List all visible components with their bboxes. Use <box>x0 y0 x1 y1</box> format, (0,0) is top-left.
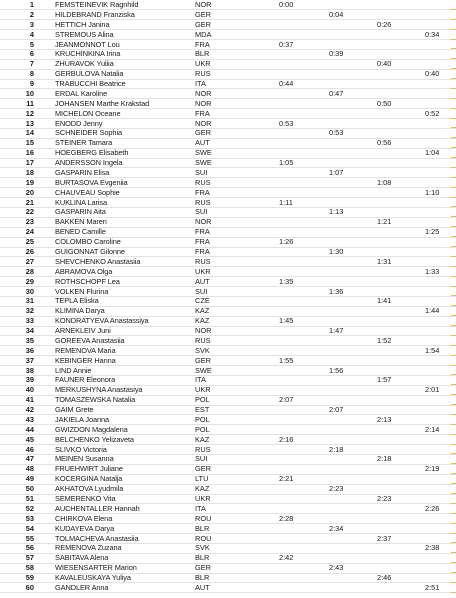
time-column-2: 2:23 <box>329 484 344 494</box>
time-column-4: 0:52 <box>425 108 440 118</box>
athlete-name: STREMOUS Alina <box>55 29 114 39</box>
athlete-name: FRUEHWIRT Juliane <box>55 464 123 474</box>
nation-code: GER <box>195 464 212 474</box>
nation-code: SWE <box>195 148 212 158</box>
nation-code: SVK <box>195 543 210 553</box>
athlete-name: MEINEN Susanna <box>55 454 114 464</box>
time-column-4: 1:44 <box>425 306 440 316</box>
rank-number: 50 <box>25 484 34 494</box>
nation-code: NOR <box>195 217 212 227</box>
rank-number: 24 <box>25 227 34 237</box>
athlete-name: CHAUVEAU Sophie <box>55 187 120 197</box>
athlete-name: ANDERSSON Ingela <box>55 158 123 168</box>
time-column-3: 0:50 <box>377 98 392 108</box>
nation-code: UKR <box>195 59 211 69</box>
time-column-3: 1:08 <box>377 177 392 187</box>
nation-code: GER <box>195 355 212 365</box>
rank-number: 26 <box>25 247 34 256</box>
time-column-1: 1:11 <box>279 197 293 207</box>
athlete-name: GASPARIN Elisa <box>55 167 110 177</box>
time-column-4: 0:34 <box>425 29 440 39</box>
nation-code: RUS <box>195 69 211 79</box>
rank-number: 53 <box>25 513 34 523</box>
nation-code: MDA <box>195 29 212 39</box>
athlete-name: GANDLER Anna <box>55 582 109 592</box>
nation-code: SUI <box>195 286 208 296</box>
rank-number: 7 <box>29 59 34 69</box>
athlete-name: FAUNER Eleonora <box>55 375 116 385</box>
rank-number: 10 <box>25 88 34 98</box>
athlete-name: GWIZDON Magdalena <box>55 424 128 434</box>
rank-number: 55 <box>25 533 34 543</box>
rank-number: 28 <box>25 266 34 276</box>
athlete-name: KUKLINA Larisa <box>55 197 108 207</box>
athlete-name: KAVALEUSKAYA Yuliya <box>55 573 131 583</box>
athlete-name: TOLMACHEVA Anastasiia <box>55 533 139 543</box>
athlete-name: TOMASZEWSKA Natalia <box>55 395 136 405</box>
time-column-4: 1:04 <box>425 148 440 158</box>
time-column-3: 2:23 <box>377 494 392 503</box>
nation-code: BLR <box>195 553 210 563</box>
rank-number: 5 <box>29 39 34 49</box>
athlete-name: SCHNEIDER Sophia <box>55 128 122 138</box>
time-column-4: 2:26 <box>425 503 440 513</box>
nation-code: ITA <box>195 375 206 385</box>
time-column-2: 2:34 <box>329 523 344 533</box>
rank-number: 11 <box>26 98 34 108</box>
nation-code: EST <box>195 405 210 415</box>
rank-number: 46 <box>25 444 34 454</box>
time-column-1: 2:28 <box>279 513 294 523</box>
nation-code: RUS <box>195 335 211 345</box>
time-column-2: 1:30 <box>329 247 344 256</box>
nation-code: SWE <box>195 158 212 168</box>
athlete-name: BENED Camille <box>55 227 106 237</box>
athlete-name: GERBULOVA Natalia <box>55 69 124 79</box>
rank-number: 8 <box>29 69 34 79</box>
athlete-name: KLIMINA Darya <box>55 306 105 316</box>
nation-code: NOR <box>195 98 212 108</box>
nation-code: NOR <box>195 326 212 336</box>
rank-number: 25 <box>25 237 34 247</box>
time-column-1: 1:05 <box>279 158 294 168</box>
rank-number: 6 <box>29 49 34 59</box>
rank-number: 52 <box>25 503 34 513</box>
nation-code: KAZ <box>195 434 210 444</box>
time-column-1: 0:53 <box>279 118 294 128</box>
nation-code: POL <box>195 414 210 424</box>
nation-code: FRA <box>195 237 210 247</box>
athlete-name: KRUCHINKINA Irina <box>55 49 121 59</box>
time-column-1: 0:00 <box>279 0 294 9</box>
athlete-name: SABITAVA Alena <box>55 553 109 563</box>
nation-code: NOR <box>195 88 212 98</box>
time-column-1: 1:45 <box>279 316 294 326</box>
nation-code: BLR <box>195 573 210 583</box>
nation-code: UKR <box>195 494 211 503</box>
rank-number: 15 <box>25 138 34 148</box>
nation-code: ROU <box>195 533 212 543</box>
athlete-name: SLIVKO Victoria <box>55 444 107 454</box>
nation-code: FRA <box>195 108 210 118</box>
time-column-3: 0:56 <box>377 138 392 148</box>
time-column-4: 1:54 <box>425 345 440 355</box>
time-column-2: 1:07 <box>329 167 344 177</box>
rank-number: 60 <box>25 582 34 592</box>
athlete-name: LIND Annie <box>55 365 92 375</box>
time-column-2: 2:18 <box>329 444 344 454</box>
athlete-name: STEINER Tamara <box>55 138 113 148</box>
rank-number: 59 <box>25 573 34 583</box>
rank-number: 44 <box>25 424 34 434</box>
athlete-name: SHEVCHENKO Anastasiia <box>55 256 141 266</box>
nation-code: SUI <box>195 167 208 177</box>
athlete-name: SEMERENKO Vita <box>55 494 116 503</box>
nation-code: GER <box>195 19 212 29</box>
rank-number: 13 <box>25 118 34 128</box>
athlete-name: WIESENSARTER Marion <box>55 563 137 573</box>
nation-code: SUI <box>195 454 208 464</box>
rank-number: 19 <box>25 177 34 187</box>
time-column-2: 1:47 <box>329 326 344 336</box>
athlete-name: KONDRATYEVA Anastassiya <box>55 316 149 326</box>
time-column-2: 0:47 <box>329 88 344 98</box>
row-divider <box>0 592 456 593</box>
athlete-name: HOEGBERG Elisabeth <box>55 148 129 158</box>
time-column-1: 2:07 <box>279 395 294 405</box>
athlete-name: JEANMONNOT Lou <box>55 39 120 49</box>
rank-number: 45 <box>25 434 34 444</box>
time-column-1: 2:21 <box>279 474 294 484</box>
athlete-name: KUDAYEVA Darya <box>55 523 115 533</box>
rank-number: 33 <box>25 316 34 326</box>
time-column-1: 0:44 <box>279 79 294 89</box>
time-column-2: 1:56 <box>329 365 344 375</box>
nation-code: ITA <box>195 503 206 513</box>
time-column-1: 2:42 <box>279 553 294 563</box>
rank-number: 37 <box>25 355 34 365</box>
rank-number: 56 <box>25 543 34 553</box>
nation-code: RUS <box>195 256 211 266</box>
time-column-1: 1:35 <box>279 276 294 286</box>
athlete-name: COLOMBO Caroline <box>55 237 121 247</box>
nation-code: AUT <box>195 276 210 286</box>
rank-number: 16 <box>25 148 34 158</box>
time-column-4: 1:25 <box>425 227 440 237</box>
rank-number: 39 <box>25 375 34 385</box>
time-column-3: 1:21 <box>377 217 392 227</box>
nation-code: FRA <box>195 39 210 49</box>
athlete-name: MICHELON Oceane <box>55 108 121 118</box>
rank-number: 12 <box>25 108 34 118</box>
time-column-2: 1:13 <box>329 207 344 217</box>
athlete-name: GASPARIN Aita <box>55 207 106 217</box>
athlete-name: GOREEVA Anastasiia <box>55 335 125 345</box>
nation-code: POL <box>195 395 210 405</box>
nation-code: FRA <box>195 227 210 237</box>
rank-number: 42 <box>25 405 34 415</box>
athlete-name: HETTICH Janina <box>55 19 110 29</box>
rank-number: 4 <box>29 29 34 39</box>
nation-code: RUS <box>195 177 211 187</box>
nation-code: LTU <box>195 474 209 484</box>
rank-number: 14 <box>25 128 34 138</box>
nation-code: AUT <box>195 582 210 592</box>
rank-number: 17 <box>25 158 34 168</box>
nation-code: KAZ <box>195 316 210 326</box>
time-column-3: 2:46 <box>377 573 392 583</box>
nation-code: ROU <box>195 513 212 523</box>
time-column-2: 0:39 <box>329 49 344 59</box>
rank-number: 35 <box>25 335 34 345</box>
time-column-2: 1:36 <box>329 286 344 296</box>
athlete-name: REMENOVA Zuzana <box>55 543 122 553</box>
athlete-name: BAKKEN Maren <box>55 217 107 227</box>
nation-code: NOR <box>195 0 212 9</box>
nation-code: SWE <box>195 365 212 375</box>
time-column-1: 1:26 <box>279 237 294 247</box>
time-column-3: 0:26 <box>377 19 392 29</box>
time-column-4: 2:38 <box>425 543 440 553</box>
nation-code: FRA <box>195 187 210 197</box>
accent-tick <box>451 592 456 593</box>
time-column-1: 2:16 <box>279 434 294 444</box>
athlete-name: ERDAL Karoline <box>55 88 108 98</box>
rank-number: 41 <box>25 395 34 405</box>
time-column-4: 2:19 <box>425 464 440 474</box>
rank-number: 43 <box>25 414 34 424</box>
athlete-name: AUCHENTALLER Hannah <box>55 503 140 513</box>
athlete-name: ENODD Jenny <box>55 118 103 128</box>
rank-number: 48 <box>25 464 34 474</box>
athlete-name: ABRAMOVA Olga <box>55 266 113 276</box>
rank-number: 1 <box>29 0 34 9</box>
time-column-2: 0:04 <box>329 9 344 19</box>
rank-number: 36 <box>25 345 34 355</box>
rank-number: 54 <box>25 523 34 533</box>
rank-number: 34 <box>25 326 34 336</box>
rank-number: 18 <box>25 167 34 177</box>
athlete-name: ARNEKLEIV Juni <box>55 326 111 336</box>
time-column-3: 2:18 <box>377 454 392 464</box>
athlete-name: VOLKEN Flurina <box>55 286 109 296</box>
athlete-name: REMENOVA Maria <box>55 345 116 355</box>
time-column-4: 1:33 <box>425 266 440 276</box>
nation-code: FRA <box>195 247 210 256</box>
rank-number: 2 <box>29 9 34 19</box>
time-column-4: 2:14 <box>425 424 440 434</box>
nation-code: KAZ <box>195 484 210 494</box>
nation-code: RUS <box>195 444 211 454</box>
time-column-3: 2:37 <box>377 533 392 543</box>
rank-number: 21 <box>25 197 34 207</box>
rank-number: 9 <box>29 79 34 89</box>
athlete-name: ZHURAVOK Yuliia <box>55 59 114 69</box>
time-column-3: 0:40 <box>377 59 392 69</box>
time-column-3: 1:41 <box>377 296 392 306</box>
time-column-4: 2:01 <box>425 385 440 395</box>
rank-number: 51 <box>25 494 34 503</box>
athlete-name: FEMSTEINEVIK Ragnhild <box>55 0 139 9</box>
nation-code: GER <box>195 128 212 138</box>
time-column-3: 2:13 <box>377 414 392 424</box>
rank-number: 27 <box>25 256 34 266</box>
nation-code: SVK <box>195 345 210 355</box>
rank-number: 23 <box>25 217 34 227</box>
rank-number: 57 <box>25 553 34 563</box>
time-column-4: 0:40 <box>425 69 440 79</box>
nation-code: AUT <box>195 138 210 148</box>
athlete-name: CHIRKOVA Elena <box>55 513 113 523</box>
nation-code: GER <box>195 9 212 19</box>
nation-code: BLR <box>195 523 210 533</box>
nation-code: RUS <box>195 197 211 207</box>
rank-number: 29 <box>25 276 34 286</box>
time-column-3: 1:57 <box>377 375 392 385</box>
time-column-2: 0:53 <box>329 128 344 138</box>
athlete-name: TEPLA Eliska <box>55 296 99 306</box>
athlete-name: BELCHENKO Yelizaveta <box>55 434 134 444</box>
rank-number: 47 <box>25 454 34 464</box>
time-column-4: 2:51 <box>425 582 440 592</box>
rank-number: 58 <box>25 563 34 573</box>
nation-code: CZE <box>195 296 210 306</box>
athlete-name: TRABUCCHI Beatrice <box>55 79 126 89</box>
rank-number: 22 <box>25 207 34 217</box>
nation-code: BLR <box>195 49 210 59</box>
nation-code: UKR <box>195 266 211 276</box>
nation-code: SUI <box>195 207 208 217</box>
nation-code: UKR <box>195 385 211 395</box>
athlete-name: GAIM Grete <box>55 405 94 415</box>
athlete-name: MERKUSHYNA Anastasiya <box>55 385 143 395</box>
rank-number: 3 <box>29 19 34 29</box>
athlete-name: KEBINGER Hanna <box>55 355 116 365</box>
athlete-name: BURTASOVA Evgeniia <box>55 177 128 187</box>
time-column-3: 1:52 <box>377 335 392 345</box>
rank-number: 30 <box>25 286 34 296</box>
athlete-name: AKHATOVA Lyudmila <box>55 484 124 494</box>
time-column-2: 2:43 <box>329 563 344 573</box>
time-column-1: 1:55 <box>279 355 294 365</box>
rank-number: 38 <box>25 365 34 375</box>
nation-code: NOR <box>195 118 212 128</box>
athlete-name: HILDEBRAND Franziska <box>55 9 135 19</box>
rank-number: 32 <box>25 306 34 316</box>
rank-number: 49 <box>25 474 34 484</box>
rank-number: 20 <box>25 187 34 197</box>
nation-code: ITA <box>195 79 206 89</box>
athlete-name: KOCERGINA Natalja <box>55 474 123 484</box>
time-column-1: 0:37 <box>279 39 294 49</box>
time-column-4: 1:10 <box>425 187 440 197</box>
athlete-name: GUIGONNAT Gilonne <box>55 247 125 256</box>
time-column-3: 1:31 <box>377 256 392 266</box>
rank-number: 31 <box>25 296 34 306</box>
nation-code: KAZ <box>195 306 210 316</box>
athlete-name: JAKIELA Joanna <box>55 414 110 424</box>
time-column-2: 2:07 <box>329 405 344 415</box>
athlete-name: ROTHSCHOPF Lea <box>55 276 120 286</box>
nation-code: GER <box>195 563 212 573</box>
athlete-name: JOHANSEN Marthe Krakstad <box>55 98 150 108</box>
nation-code: POL <box>195 424 210 434</box>
rank-number: 40 <box>25 385 34 395</box>
